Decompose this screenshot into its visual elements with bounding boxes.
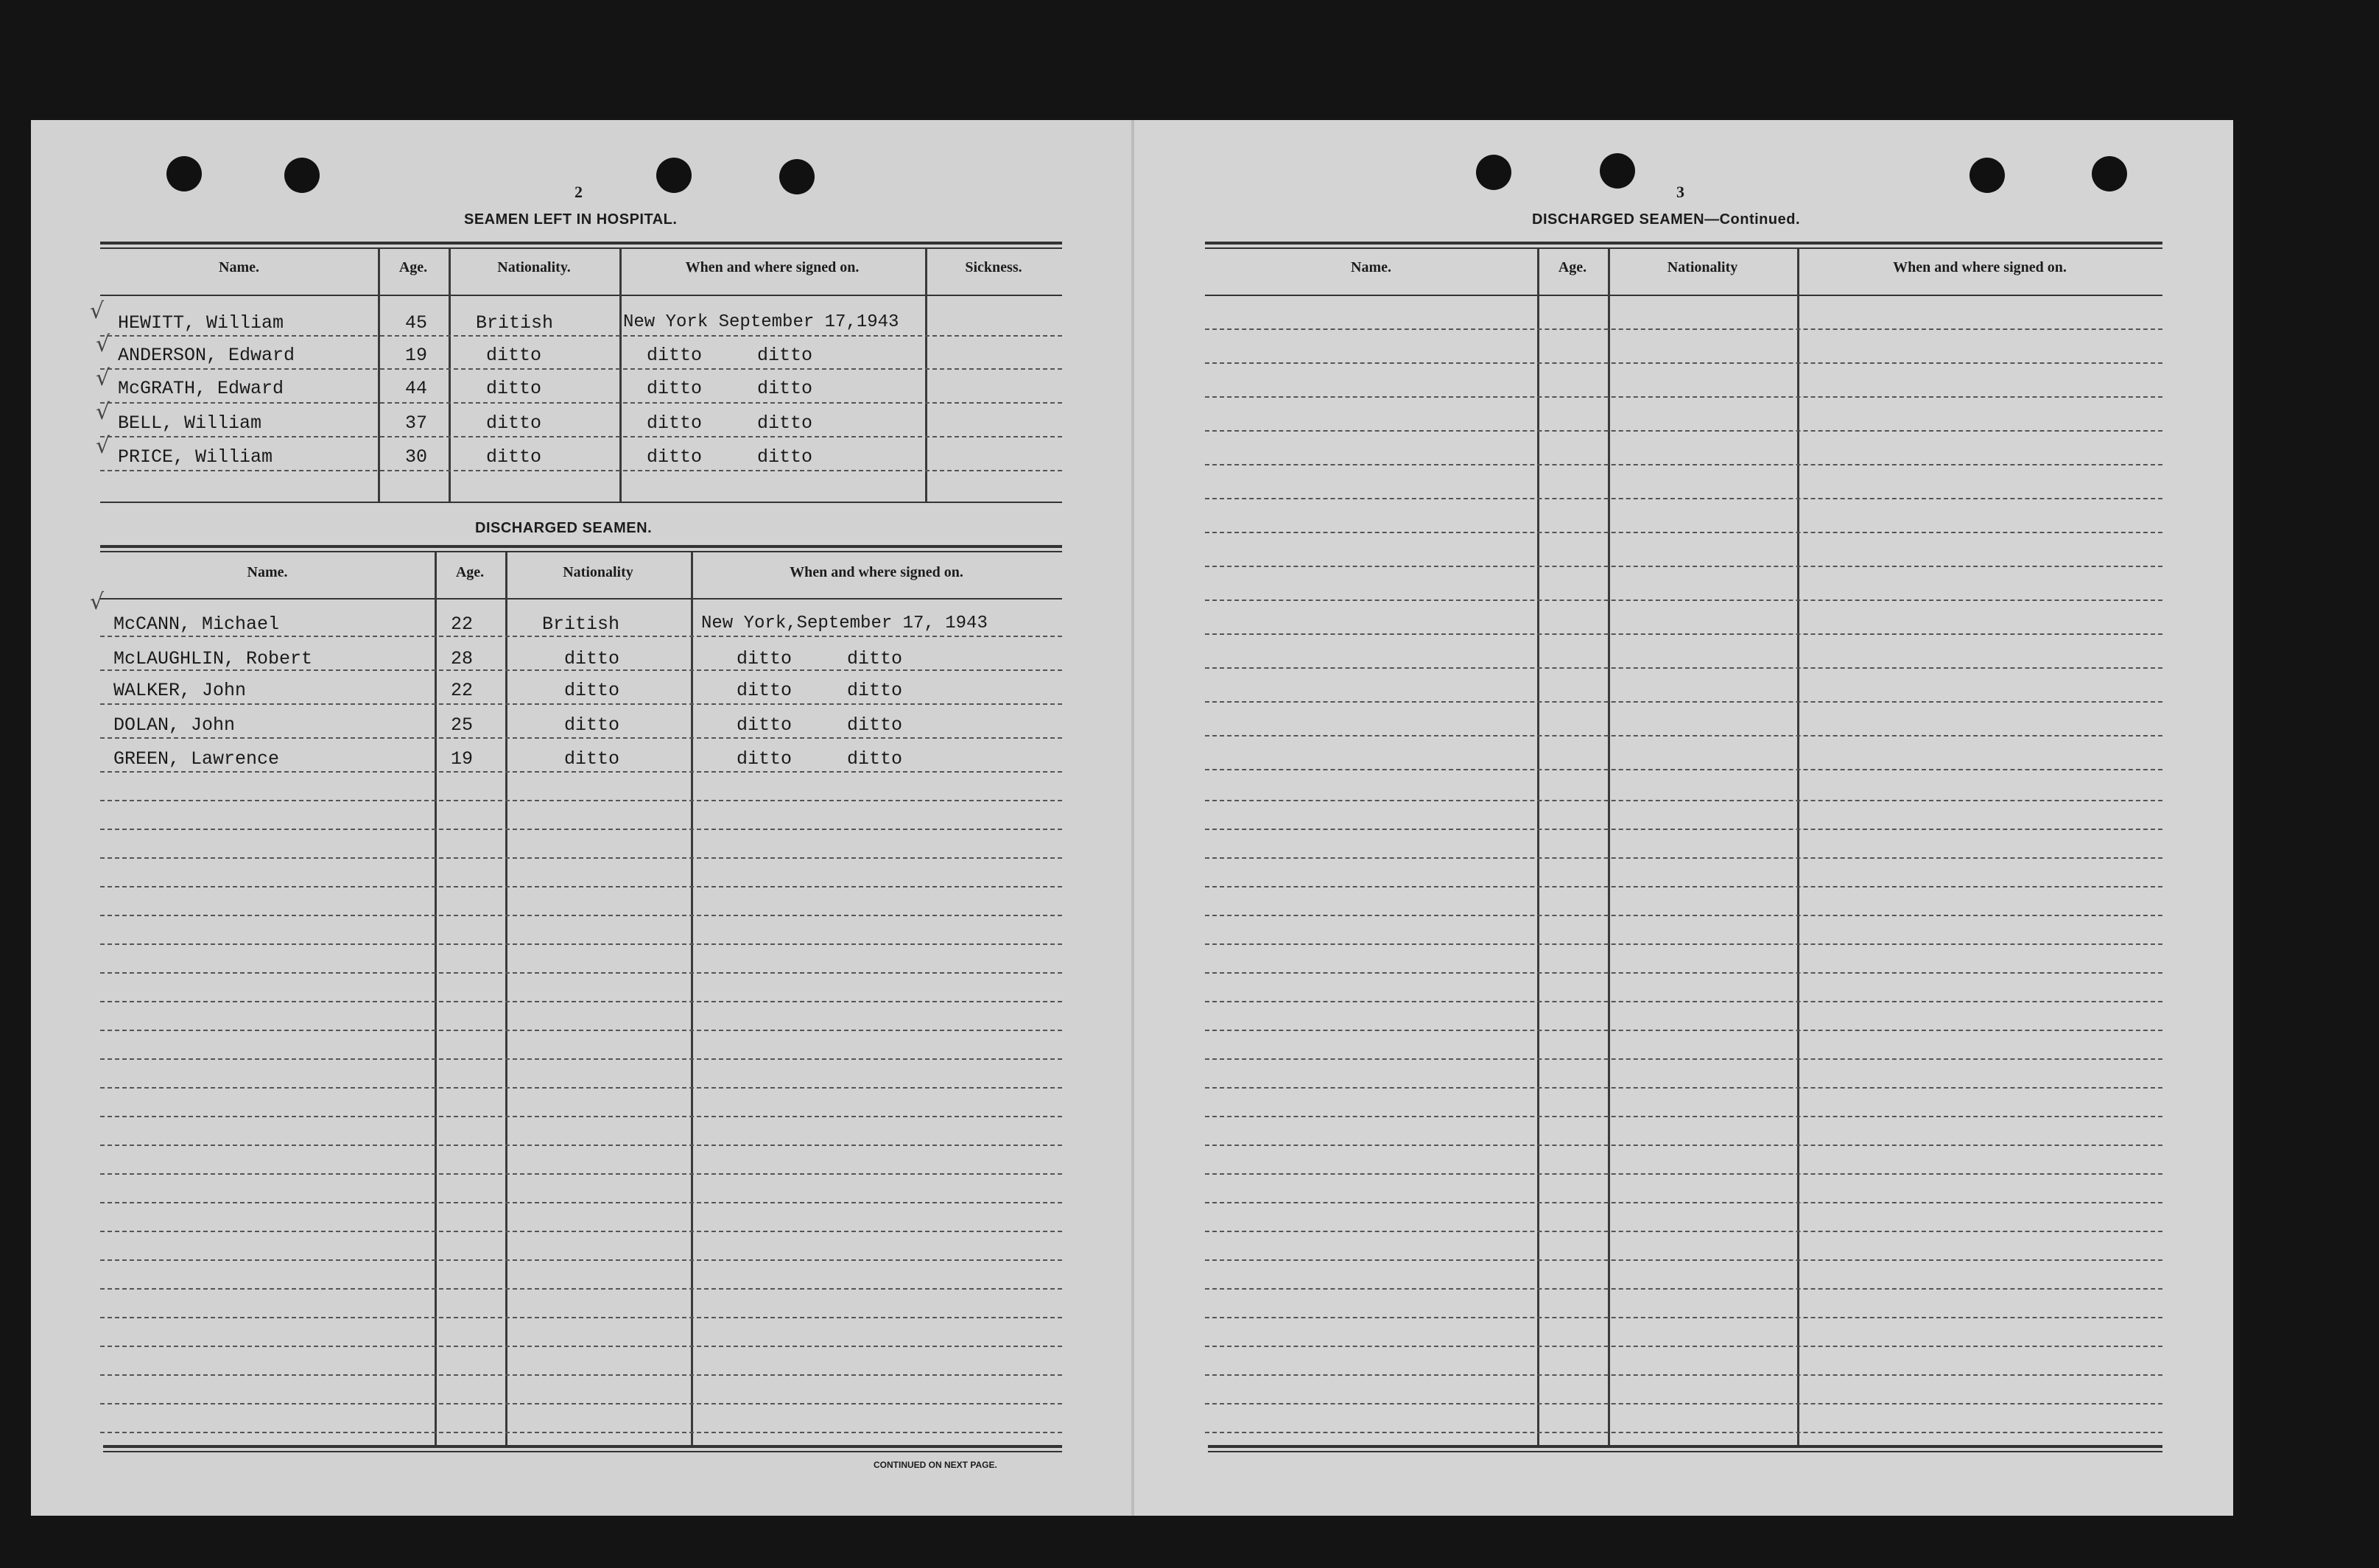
ruled-line <box>100 771 1062 773</box>
hospital-header-age: Age. <box>398 259 428 275</box>
hospital-row-signed-on: ditto ditto <box>647 345 813 366</box>
right-section-title: DISCHARGED SEAMEN—Continued. <box>1532 211 1800 228</box>
discharged-row-nationality: British <box>542 614 620 635</box>
ruled-line <box>100 1001 1062 1002</box>
discharged-col-divider <box>505 552 507 1445</box>
ruled-line <box>100 829 1062 830</box>
right-page-number: 3 <box>1676 183 1684 201</box>
ruled-line <box>1205 566 2162 567</box>
punch-hole <box>1476 155 1511 190</box>
ruled-line <box>100 1374 1062 1376</box>
ruled-line <box>1205 362 2162 364</box>
hospital-header-sickness: Sickness. <box>965 259 1022 275</box>
ruled-line <box>100 1030 1062 1031</box>
ruled-line <box>100 335 1062 337</box>
discharged-row-signed-on: New York,September 17, 1943 <box>701 614 988 633</box>
discharged-bottom-rule-thin <box>103 1451 1062 1452</box>
ruled-line <box>1205 600 2162 601</box>
punch-hole <box>656 158 692 193</box>
ruled-line <box>1205 943 2162 945</box>
hospital-row-name: PRICE, William <box>118 446 273 468</box>
ruled-line <box>100 1145 1062 1146</box>
hospital-top-rule <box>100 242 1062 245</box>
discharged-top-rule <box>100 545 1062 548</box>
discharged-top-rule-thin <box>100 551 1062 552</box>
hospital-row-age: 37 <box>405 412 428 434</box>
discharged-row-signed-on: ditto ditto <box>737 648 903 669</box>
discharged-row-name: GREEN, Lawrence <box>113 748 280 770</box>
ruled-line <box>1205 1001 2162 1002</box>
discharged-header-rule <box>100 598 1062 600</box>
ruled-line <box>1205 735 2162 736</box>
hospital-col-divider <box>619 249 622 503</box>
ruled-line <box>1205 857 2162 859</box>
hospital-col-divider <box>449 249 451 503</box>
hospital-row-age: 45 <box>405 312 428 334</box>
ruled-line <box>1205 769 2162 770</box>
right-bottom-rule-thin <box>1208 1451 2162 1452</box>
discharged-header-name: Name. <box>247 564 288 580</box>
punch-hole <box>1969 158 2005 193</box>
discharged-row-name: DOLAN, John <box>113 714 236 736</box>
discharged-row-signed-on: ditto ditto <box>737 714 903 736</box>
ruled-line <box>1205 1403 2162 1404</box>
ruled-line <box>100 943 1062 945</box>
right-header-signed-on: When and where signed on. <box>1893 259 2067 275</box>
ruled-line <box>1205 532 2162 533</box>
ruled-line <box>1205 430 2162 432</box>
ruled-line <box>100 800 1062 801</box>
hospital-row-nationality: ditto <box>486 378 542 399</box>
hospital-row-nationality: ditto <box>486 446 542 468</box>
ruled-line <box>1205 915 2162 916</box>
hospital-row-signed-on: ditto ditto <box>647 378 813 399</box>
hospital-row-nationality: British <box>476 312 554 334</box>
punch-hole <box>1600 153 1635 189</box>
ruled-line <box>1205 1288 2162 1290</box>
hospital-row-name: BELL, William <box>118 412 262 434</box>
discharged-header-age: Age. <box>455 564 485 580</box>
hospital-col-divider <box>378 249 380 503</box>
ruled-line <box>1205 328 2162 330</box>
discharged-bottom-rule <box>103 1445 1062 1448</box>
right-col-divider <box>1608 249 1610 1445</box>
discharged-row-age: 22 <box>451 680 474 701</box>
right-col-divider <box>1797 249 1799 1445</box>
hospital-header-rule <box>100 295 1062 296</box>
ruled-line <box>100 1231 1062 1232</box>
ruled-line <box>100 972 1062 974</box>
check-mark: √ <box>96 365 110 391</box>
ruled-line <box>100 669 1062 671</box>
punch-hole <box>2092 156 2127 191</box>
punch-hole <box>284 158 320 193</box>
hospital-row-age: 19 <box>405 345 428 366</box>
ruled-line <box>1205 1202 2162 1203</box>
ruled-line <box>100 886 1062 887</box>
hospital-row-signed-on: New York September 17,1943 <box>623 312 899 332</box>
hospital-row-name: HEWITT, William <box>118 312 284 334</box>
check-mark: √ <box>96 433 110 459</box>
right-col-divider <box>1537 249 1539 1445</box>
ruled-line <box>100 1317 1062 1318</box>
ruled-line <box>1205 633 2162 635</box>
ruled-line <box>100 1403 1062 1404</box>
hospital-row-nationality: ditto <box>486 412 542 434</box>
discharged-row-nationality: ditto <box>564 680 620 701</box>
ruled-line <box>100 1116 1062 1117</box>
ruled-line <box>1205 498 2162 499</box>
hospital-row-age: 30 <box>405 446 428 468</box>
ruled-line <box>100 636 1062 637</box>
ruled-line <box>100 402 1062 404</box>
ruled-line <box>100 857 1062 859</box>
ruled-line <box>1205 464 2162 465</box>
ruled-line <box>100 1346 1062 1347</box>
discharged-header-signed-on: When and where signed on. <box>790 564 963 580</box>
ruled-line <box>1205 1346 2162 1347</box>
ruled-line <box>1205 1116 2162 1117</box>
discharged-col-divider <box>691 552 693 1445</box>
ruled-line <box>1205 701 2162 703</box>
ruled-line <box>100 1202 1062 1203</box>
ruled-line <box>1205 829 2162 830</box>
ruled-line <box>1205 1259 2162 1261</box>
left-page-number: 2 <box>574 183 583 201</box>
continued-footer: CONTINUED ON NEXT PAGE. <box>874 1460 997 1470</box>
discharged-header-nationality: Nationality <box>563 564 633 580</box>
ruled-line <box>100 436 1062 437</box>
ruled-line <box>100 1173 1062 1175</box>
ruled-line <box>100 1058 1062 1060</box>
hospital-top-rule-thin <box>100 247 1062 249</box>
check-mark: √ <box>90 298 105 324</box>
ruled-line <box>1205 1317 2162 1318</box>
discharged-row-name: McCANN, Michael <box>113 614 280 635</box>
discharged-row-signed-on: ditto ditto <box>737 680 903 701</box>
check-mark: √ <box>96 331 110 357</box>
right-header-rule <box>1205 295 2162 296</box>
hospital-header-signed-on: When and where signed on. <box>685 259 860 275</box>
ruled-line <box>100 915 1062 916</box>
ruled-line <box>100 368 1062 370</box>
right-top-rule-thin <box>1205 247 2162 249</box>
page-fold <box>1131 120 1134 1516</box>
discharged-row-age: 28 <box>451 648 474 669</box>
ruled-line <box>100 1259 1062 1261</box>
ruled-line <box>1205 1231 2162 1232</box>
ruled-line <box>1205 886 2162 887</box>
ruled-line <box>1205 972 2162 974</box>
ruled-line <box>1205 1374 2162 1376</box>
hospital-header-nationality: Nationality. <box>497 259 571 275</box>
right-header-nationality: Nationality <box>1667 259 1738 275</box>
ruled-line <box>1205 800 2162 801</box>
ruled-line <box>100 737 1062 739</box>
hospital-header-name: Name. <box>219 259 259 275</box>
check-mark: √ <box>90 589 105 615</box>
discharged-row-signed-on: ditto ditto <box>737 748 903 770</box>
hospital-section-title: SEAMEN LEFT IN HOSPITAL. <box>464 211 678 228</box>
ruled-line <box>1205 1087 2162 1089</box>
ruled-line <box>1205 1058 2162 1060</box>
right-top-rule <box>1205 242 2162 245</box>
ruled-line <box>100 1288 1062 1290</box>
punch-hole <box>166 156 202 191</box>
ruled-line <box>1205 396 2162 398</box>
discharged-row-age: 25 <box>451 714 474 736</box>
discharged-row-age: 22 <box>451 614 474 635</box>
hospital-row-age: 44 <box>405 378 428 399</box>
ruled-line <box>1205 667 2162 669</box>
discharged-row-age: 19 <box>451 748 474 770</box>
ruled-line <box>100 703 1062 705</box>
punch-hole <box>779 159 815 194</box>
hospital-bottom-rule <box>100 502 1062 503</box>
check-mark: √ <box>96 399 110 425</box>
ruled-line <box>100 1432 1062 1433</box>
hospital-col-divider <box>925 249 927 503</box>
hospital-row-signed-on: ditto ditto <box>647 412 813 434</box>
hospital-row-nationality: ditto <box>486 345 542 366</box>
hospital-row-signed-on: ditto ditto <box>647 446 813 468</box>
discharged-row-nationality: ditto <box>564 714 620 736</box>
ruled-line <box>1205 1030 2162 1031</box>
right-bottom-rule <box>1208 1445 2162 1448</box>
discharged-row-name: McLAUGHLIN, Robert <box>113 648 313 669</box>
ruled-line <box>1205 1145 2162 1146</box>
discharged-row-name: WALKER, John <box>113 680 247 701</box>
discharged-col-divider <box>435 552 437 1445</box>
hospital-row-name: ANDERSON, Edward <box>118 345 295 366</box>
ruled-line <box>1205 1432 2162 1433</box>
hospital-row-name: McGRATH, Edward <box>118 378 284 399</box>
right-header-age: Age. <box>1558 259 1587 275</box>
right-header-name: Name. <box>1351 259 1391 275</box>
discharged-row-nationality: ditto <box>564 648 620 669</box>
ruled-line <box>100 470 1062 471</box>
ruled-line <box>1205 1173 2162 1175</box>
discharged-section-title: DISCHARGED SEAMEN. <box>475 520 653 536</box>
discharged-row-nationality: ditto <box>564 748 620 770</box>
ruled-line <box>100 1087 1062 1089</box>
